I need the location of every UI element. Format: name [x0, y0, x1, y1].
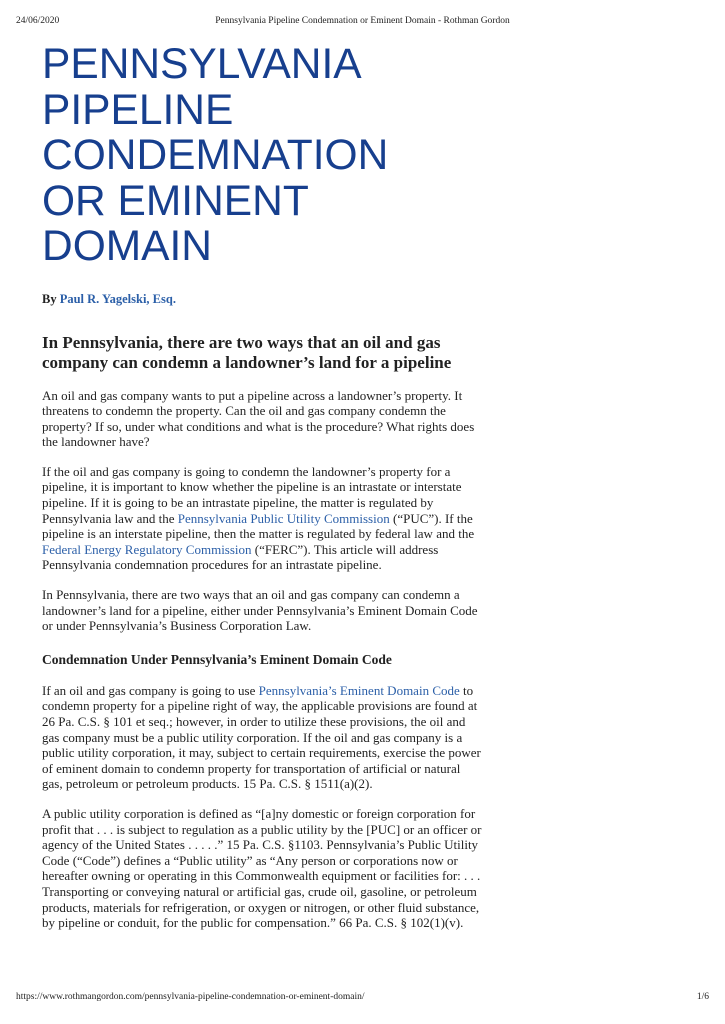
- print-page-title: Pennsylvania Pipeline Condemnation or Eminent Domain - Rothman Gordon: [215, 16, 510, 26]
- ferc-link[interactable]: Federal Energy Regulatory Commission: [42, 541, 252, 557]
- print-header: [16, 16, 709, 30]
- section-heading: Condemnation Under Pennsylvania’s Eminent Domain Code: [42, 651, 392, 667]
- text-span: (“FERC”). This article will address Pennsylvania condemnation procedures for an intrastate pipeline.: [42, 541, 439, 573]
- byline: [42, 292, 482, 307]
- page-number: 1/6: [696, 992, 709, 1002]
- title-line: PENNSYLVANIA: [42, 41, 362, 88]
- paragraph-jurisdiction: [42, 464, 482, 573]
- text-span: (“PUC”). If the pipeline is an interstate pipeline, then the matter is regulated by federal law and the: [42, 510, 475, 542]
- author-link[interactable]: Paul R. Yagelski, Esq.: [59, 291, 176, 306]
- byline-prefix: By: [42, 291, 60, 306]
- title-line: OR EMINENT: [42, 177, 309, 225]
- paragraph-eminent-domain: [42, 683, 482, 792]
- title-line: DOMAIN: [42, 223, 212, 270]
- article: [42, 42, 482, 931]
- paragraph-intro: An oil and gas company wants to put a pipeline across a landowner’s property. It threatens to condemn the property. Can the oil and gas company condemn the property? If so, under what conditions and what is the procedure? What rights does the landowner have?: [42, 387, 475, 450]
- print-url: https://www.rothmangordon.com/pennsylvania-pipeline-condemnation-or-eminent-domain/: [16, 992, 365, 1002]
- text-span: If the oil and gas company is going to condemn the landowner’s property for a pipeline, it is important to know whether the pipeline is an intrastate or interstate pipeline. If it is going to be an intrastate pipeline, the matter is regulated by Pennsylvania law and the: [42, 463, 462, 526]
- print-date: 24/06/2020: [16, 16, 60, 26]
- text-span: to condemn property for a pipeline right of way, the applicable provisions are found at 26 Pa. C.S. § 101 et seq.; however, in order to utilize these provisions, the oil and gas company must be a public utility corporation. If the oil and gas company is a public utility corporation, it may, subject to certain requirements, exercise the power of eminent domain to condemn property for transportation of artificial or natural gas, petroleum or petroleum products. 15 Pa. C.S. § 1511(a)(2).: [42, 682, 481, 792]
- paragraph-public-utility: A public utility corporation is defined as “[a]ny domestic or foreign corporation for profit that . . . is subject to regulation as a public utility by the [PUC] or an officer or agency of the United States . . . . .” 15 Pa. C.S. §1103. Pennsylvania’s Public Utility Code (“Code”) defines a “Public utility” as “Any person or corporations now or hereafter owning or operating in this Commonwealth equipment or facilities for: . . . Transporting or conveying natural or artificial gas, crude oil, gasoline, or petroleum products, materials for refrigeration, or oxygen or nitrogen, or other fluid substance, by pipeline or conduit, for the public for compensation.” 66 Pa. C.S. § 102(1)(v).: [42, 805, 482, 931]
- text-span: If an oil and gas company is going to use: [42, 682, 259, 698]
- eminent-domain-code-link[interactable]: Pennsylvania’s Eminent Domain Code: [258, 682, 460, 698]
- title-line: PIPELINE: [42, 86, 234, 134]
- title-line: CONDEMNATION: [42, 132, 389, 179]
- puc-link[interactable]: Pennsylvania Public Utility Commission: [177, 510, 390, 526]
- article-subheading: In Pennsylvania, there are two ways that an oil and gas company can condemn a landowner’s land for a pipeline: [42, 332, 452, 372]
- page-title: [42, 42, 482, 270]
- print-footer: [16, 992, 709, 1006]
- paragraph-two-ways: In Pennsylvania, there are two ways that an oil and gas company can condemn a landowner’s land for a pipeline, either under Pennsylvania’s Eminent Domain Code or under Pennsylvania’s Business Corporation Law.: [42, 587, 478, 634]
